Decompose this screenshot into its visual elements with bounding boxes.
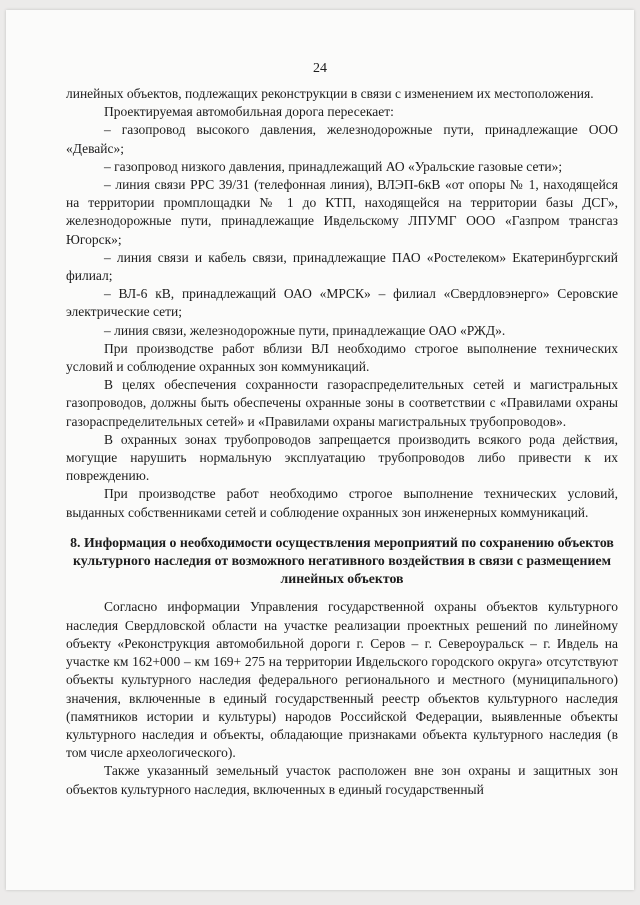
document-page (6, 10, 634, 890)
paragraph: При производстве работ необходимо строгое выполнение технических условий, выданных собственниками сетей и соблюдение охранных зон инженерных коммуникаций. (66, 486, 618, 520)
paragraph: Проектируемая автомобильная дорога пересекает: (104, 104, 394, 120)
paragraph: линейных объектов, подлежащих реконструкции в связи с изменением их местоположения. (66, 86, 594, 101)
list-item: – линия связи и кабель связи, принадлежащие ПАО «Ростелеком» Екатеринбургский филиал; (66, 249, 618, 284)
paragraph: Также указанный земельный участок расположен вне зон охраны и защитных зон объектов культурного наследия, включенных в единый государственный (66, 763, 618, 797)
list-item: – линия связи, железнодорожные пути, принадлежащие ОАО «РЖД». (104, 322, 506, 338)
paragraph: Согласно информации Управления государственной охраны объектов культурного наследия Свердловской области на участке реализации проектных решений по линейному объекту «Реконструкция автомобильной дороги г. Серов – г. Североуральск – г. Ивдель на участке км 162+000 – км 169+ 275 на территории Ивдельского городского округа» отсутствуют объекты культурного наследия федерального регионального и местного (муниципального) значения, включенные в единый государственный реестр объектов культурного наследия (памятников истории и культуры) народов Российской Федерации, выявленные объекты культурного наследия и объекты, обладающие признаками объекта культурного наследия (в том числе археологического). (66, 599, 618, 761)
document-body (66, 85, 618, 799)
list-item: – газопровод высокого давления, железнодорожные пути, принадлежащие ООО «Девайс»; (66, 122, 618, 156)
list-item: – газопровод низкого давления, принадлежащий АО «Уральские газовые сети»; (104, 158, 563, 174)
paragraph: В охранных зонах трубопроводов запрещается производить всякого рода действия, могущие нарушить нормальную эксплуатацию трубопроводов либо привести к их повреждению. (66, 431, 618, 484)
section-heading: 8. Информация о необходимости осуществления мероприятий по сохранению объектов культурного наследия от возможного негативного воздействия в связи с размещением линейных объектов (70, 534, 614, 587)
paragraph: В целях обеспечения сохранности газораспределительных сетей и магистральных газопроводов, должны быть обеспечены охранные зоны в соответствии с «Правилами охраны газораспределительных сетей» и «Правилами охраны магистральных трубопроводов». (66, 377, 618, 429)
list-item: – линия связи РРС 39/31 (телефонная линия), ВЛЭП-6кВ «от опоры № 1, находящейся на территории промплощадки № 1 до КТП, находящейся на территории базы ДСГ», железнодорожные пути, принадлежащие Ивдельскому ЛПУМГ ООО «Газпром трансгаз Югорск»; (66, 177, 618, 247)
list-item: – ВЛ-6 кВ, принадлежащий ОАО «МРСК» – филиал «Свердловэнерго» Серовские электрические сети; (66, 286, 618, 320)
page-number: 24 (313, 61, 327, 76)
paragraph: При производстве работ вблизи ВЛ необходимо строгое выполнение технических условий и соблюдение охранных зон коммуникаций. (66, 340, 618, 375)
